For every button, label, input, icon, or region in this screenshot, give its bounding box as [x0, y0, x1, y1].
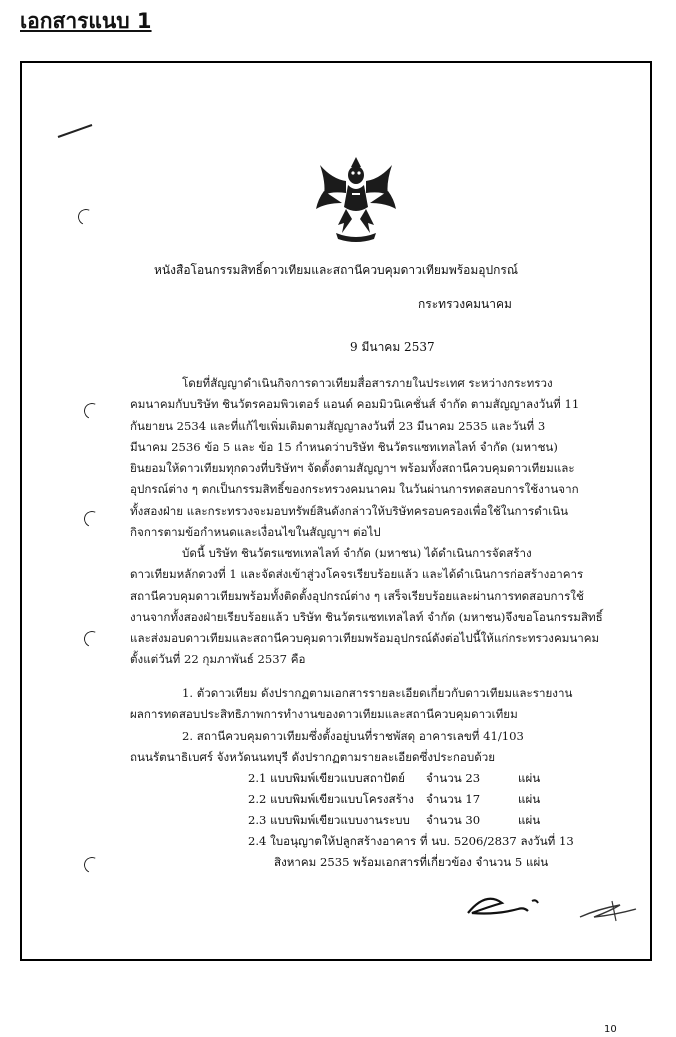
garuda-emblem-icon: [312, 151, 400, 243]
sub-item-label: 2.3 แบบพิมพ์เขียวแบบงานระบบ: [248, 813, 410, 827]
paragraph-line: บัดนี้ บริษัท ชินวัตรแซทเทลไลท์ จำกัด (มหาชน) ได้ดำเนินการจัดสร้าง: [182, 546, 532, 560]
sub-item-label: 2.1 แบบพิมพ์เขียวแบบสถาปัตย์: [248, 771, 405, 785]
scanned-letter: [22, 63, 650, 959]
paragraph-2: [130, 543, 630, 671]
signature-icon: [462, 883, 642, 923]
paragraph-line: มีนาคม 2536 ข้อ 5 และ ข้อ 15 กำหนดว่าบริษัท ชินวัตรแซทเทลไลท์ จำกัด (มหาชน): [130, 439, 558, 454]
sub-item-label: 2.2 แบบพิมพ์เขียวแบบโครงสร้าง: [248, 792, 414, 806]
punch-hole-icon: [82, 855, 103, 876]
paragraph-line: ดาวเทียมหลักดวงที่ 1 และจัดส่งเข้าสู่วงโคจรเรียบร้อยแล้ว และได้ดำเนินการก่อสร้างอาคาร: [130, 567, 584, 582]
punch-hole-icon: [76, 207, 97, 228]
pen-mark-icon: [56, 121, 96, 141]
item-2-line: ถนนรัตนาธิเบศร์ จังหวัดนนทบุรี ดังปรากฏตามรายละเอียดซึ่งประกอบด้วย: [130, 749, 496, 764]
letter-issuer: กระทรวงคมนาคม: [418, 297, 512, 311]
paragraph-line: อุปกรณ์ต่าง ๆ ตกเป็นกรรมสิทธิ์ของกระทรวงคมนาคม ในวันผ่านการทดสอบการใช้งานจาก: [130, 482, 579, 497]
sub-item-amount: จำนวน 23: [426, 771, 481, 785]
annex-title: เอกสารแนบ 1: [20, 9, 152, 33]
page-number: 10: [604, 1024, 617, 1035]
paragraph-line: สถานีควบคุมดาวเทียมพร้อมทั้งติดตั้งอุปกรณ์ต่าง ๆ เสร็จเรียบร้อยและผ่านการทดสอบการใช้: [130, 588, 584, 603]
punch-hole-icon: [82, 629, 103, 650]
sub-item-amount: จำนวน 17: [426, 792, 481, 806]
sub-item-unit: แผ่น: [518, 771, 541, 785]
paragraph-line: โดยที่สัญญาดำเนินกิจการดาวเทียมสื่อสารภายในประเทศ ระหว่างกระทรวง: [182, 376, 553, 390]
sub-item-unit: แผ่น: [518, 813, 541, 827]
sub-item-2-4: [248, 833, 574, 851]
paragraph-line: ยินยอมให้ดาวเทียมทุกดวงที่บริษัทฯ จัดตั้งตามสัญญาฯ พร้อมทั้งสถานีควบคุมดาวเทียมและ: [130, 461, 575, 476]
paragraph-line: กันยายน 2534 และที่แก้ไขเพิ่มเติมตามสัญญาลงวันที่ 23 มีนาคม 2535 และวันที่ 3: [130, 418, 546, 433]
sub-item-line: สิงหาคม 2535 พร้อมเอกสารที่เกี่ยวข้อง จำนวน 5 แผ่น: [274, 855, 549, 869]
paragraph-1: [130, 373, 630, 543]
item-2-line: 2. สถานีควบคุมดาวเทียมซึ่งตั้งอยู่บนที่ราชพัสดุ อาคารเลขที่ 41/103: [182, 728, 524, 743]
sub-item-line: 2.4 ใบอนุญาตให้ปลูกสร้างอาคาร ที่ นบ. 5206/2837 ลงวันที่ 13: [248, 834, 574, 848]
punch-hole-icon: [82, 509, 103, 530]
paragraph-line: งานจากทั้งสองฝ่ายเรียบร้อยแล้ว บริษัท ชินวัตรแซทเทลไลท์ จำกัด (มหาชน)จึงขอโอนกรรมสิทธิ์: [130, 609, 603, 624]
sub-item-unit: แผ่น: [518, 792, 541, 806]
punch-hole-icon: [82, 401, 103, 422]
paragraph-line: ทั้งสองฝ่าย และกระทรวงจะมอบทรัพย์สินดังกล่าวให้บริษัทครอบครองเพื่อใช้ในการดำเนิน: [130, 503, 569, 518]
paragraph-line: กิจการตามข้อกำหนดและเงื่อนไขในสัญญาฯ ต่อไป: [130, 525, 381, 540]
paragraph-line: และส่งมอบดาวเทียมและสถานีควบคุมดาวเทียมพร้อมอุปกรณ์ดังต่อไปนี้ให้แก่กระทรวงคมนาคม: [130, 631, 600, 646]
sub-item-2-4-continued: [274, 854, 548, 872]
paragraph-line: คมนาคมกับบริษัท ชินวัตรคอมพิวเตอร์ แอนด์ คอมมิวนิเคชั่นส์ จำกัด ตามสัญญาลงวันที่ 11: [130, 397, 580, 412]
item-1-line: 1. ตัวดาวเทียม ดังปรากฏตามเอกสารรายละเอียดเกี่ยวกับดาวเทียมและรายงาน: [182, 686, 573, 700]
document-frame: [20, 61, 652, 961]
letter-title: หนังสือโอนกรรมสิทธิ์ดาวเทียมและสถานีควบคุมดาวเทียมพร้อมอุปกรณ์: [154, 263, 518, 277]
item-1-line: ผลการทดสอบประสิทธิภาพการทำงานของดาวเทียมและสถานีควบคุมดาวเทียม: [130, 707, 518, 722]
sub-item: [248, 791, 540, 809]
sub-item: [248, 812, 540, 830]
sub-item: [248, 770, 540, 788]
item-list: [130, 683, 630, 768]
paragraph-line: ตั้งแต่วันที่ 22 กุมภาพันธ์ 2537 คือ: [130, 652, 306, 667]
sub-item-amount: จำนวน 30: [426, 813, 481, 827]
letter-date: 9 มีนาคม 2537: [350, 340, 435, 354]
